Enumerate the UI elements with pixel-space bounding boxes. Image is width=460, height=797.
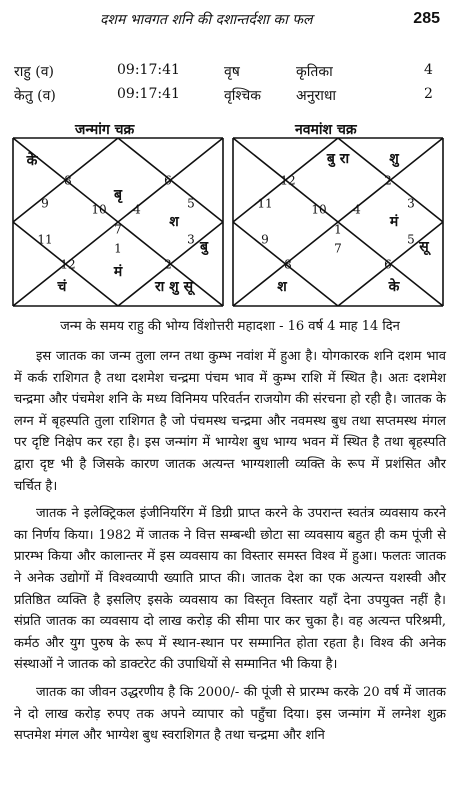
navamsha-house-9-planets: सू [419, 239, 429, 255]
navamsha-house-7-sign: 7 [334, 241, 342, 256]
planet-nakshatra: अनुराधा [296, 88, 337, 104]
planet-row-rahu [14, 62, 444, 84]
running-title: दशम भावगत शनि की दशान्तर्दशा का फल [100, 12, 313, 28]
janmang-house-1-planets: बृ [114, 187, 122, 203]
navamsha-house-2-planets: बु रा [326, 151, 350, 167]
janmang-house-5-sign: 11 [37, 232, 53, 247]
janmang-house-7-sign: 1 [114, 241, 122, 256]
navamsha-house-4-sign: 10 [311, 202, 327, 217]
janmang-house-3-sign: 9 [41, 196, 49, 211]
janmang-house-7-planets: मं [113, 264, 123, 280]
navamsha-house-3-sign: 11 [257, 196, 273, 211]
navamsha-house-1-sign: 1 [334, 222, 342, 237]
janmang-house-12-sign: 6 [164, 173, 172, 188]
navamsha-house-9-sign: 5 [407, 232, 415, 247]
janmang-house-6-planets: चं [57, 279, 67, 295]
janmang-house-8-sign: 2 [164, 257, 172, 272]
planet-rashi: वृश्चिक [224, 88, 262, 104]
paragraph: जातक का जीवन उद्धरणीय है कि 2000/- की पूंजी से प्रारम्भ करके 20 वर्ष में जातक ने दो लाख करोड़ रुपए तक अपने व्यापार को पहुँचा दिया। इस जन्मांग में लग्नेश शुक्र सप्तमेश मंगल और भाग्येश बुध स्वराशिगत है तथा चन्द्रमा और शनि [14, 684, 446, 744]
planet-pada: 2 [424, 86, 433, 102]
janmang-house-6-sign: 12 [60, 257, 76, 272]
navamsha-house-12-planets: शु [389, 151, 399, 167]
planet-time: 09:17:41 [117, 86, 180, 102]
navamsha-house-2-sign: 12 [280, 173, 296, 188]
janmang-house-8-planets: रा शु सू [154, 279, 194, 295]
paragraph: जातक ने इलेक्ट्रिकल इंजीनियरिंग में डिग्री प्राप्त करने के उपरान्त स्वतंत्र व्यवसाय करने का निर्णय किया। 1982 में जातक ने वित्त सम्बन्धी छोटा सा व्यवसाय बहुत ही कम पूंजी से प्रारम्भ किया और कालान्तर में इस व्यवसाय का विस्तार समस्त विश्व में हुआ। फलतः जातक ने अनेक उद्योगों में विश्वव्यापी ख्याति प्राप्त की। जातक देश का एक अत्यन्त यशस्वी और प्रतिष्ठित व्यक्ति है इसलिए इसके व्यवसाय का विस्तृत विस्तार यहाँ देना उपयुक्त नहीं है। संप्रति जातक का व्यवसाय दो लाख करोड़ की सीमा पार कर चुका है। वह अत्यन्त परिश्रमी, कर्मठ और युग पुरुष के रूप में स्थान-स्थान पर सम्मानित होता रहता है। विश्व की अनेक संस्थाओं ने जातक को डाक्टरेट की उपाधियों से सम्मानित भी किया है। [14, 506, 446, 673]
planet-name: केतु (व) [14, 88, 56, 104]
body-text [14, 346, 446, 753]
paragraph: इस जातक का जन्म तुला लग्न तथा कुम्भ नवांश में हुआ है। योगकारक शनि दशम भाव में कर्क राशिगत है तथा दशमेश चन्द्रमा पंचम भाव में कुम्भ राशि में स्थित है। अतः दशमेश चन्द्रमा और पंचमेश शनि के मध्य विनिमय परिवर्तन राजयोग की संरचना हो रही है। जातक के लग्न में बृहस्पति तुला राशिगत है जो पंचमस्थ चन्द्रमा और नवमस्थ बुध तथा सप्तमस्थ मंगल पर दृष्टि निक्षेप कर रहा है। इस जन्मांग में भाग्येश बुध भाग्य भवन में स्थित है तथा बृहस्पति द्वारा दृष्ट भी है जिसके कारण जातक अत्यन्त भाग्यशाली व्यक्ति के रूप में प्रशंसित और चर्चित है। [14, 349, 446, 494]
janmang-house-9-sign: 3 [187, 232, 195, 247]
janmang-chart [12, 137, 224, 307]
janmang-chart-title: जन्मांग चक्र [75, 122, 135, 138]
janmang-house-11-sign: 5 [187, 196, 195, 211]
page-number: 285 [413, 10, 440, 27]
navamsha-house-5-sign: 9 [261, 232, 269, 247]
janmang-house-1-sign: 7 [114, 222, 122, 237]
page-header [0, 6, 460, 36]
janmang-house-9-planets: बु [200, 239, 208, 255]
dasha-caption: जन्म के समय राहु की भोग्य विंशोत्तरी महादशा - 16 वर्ष 4 माह 14 दिन [60, 319, 400, 334]
navamsha-chart-title: नवमांश चक्र [295, 122, 357, 138]
navamsha-house-8-planets: के [388, 279, 400, 295]
planet-pada: 4 [424, 62, 433, 78]
navamsha-house-6-planets: श [277, 279, 287, 295]
navamsha-house-11-sign: 3 [407, 196, 415, 211]
planet-name: राहु (व) [14, 64, 54, 80]
navamsha-chart [232, 137, 444, 307]
navamsha-house-6-sign: 8 [284, 257, 292, 272]
planet-time: 09:17:41 [117, 62, 180, 78]
navamsha-house-8-sign: 6 [384, 257, 392, 272]
planet-rashi: वृष [224, 64, 240, 80]
janmang-house-10-planets: श [169, 214, 179, 230]
janmang-house-10-sign: 4 [133, 202, 141, 217]
janmang-house-3-planets: के [26, 153, 38, 169]
navamsha-house-10-planets: मं [389, 214, 399, 230]
planet-nakshatra: कृतिका [296, 64, 333, 80]
janmang-house-4-sign: 10 [91, 202, 107, 217]
navamsha-house-12-sign: 2 [384, 173, 392, 188]
janmang-house-2-sign: 8 [64, 173, 72, 188]
planet-row-ketu [14, 86, 444, 108]
navamsha-house-10-sign: 4 [353, 202, 361, 217]
